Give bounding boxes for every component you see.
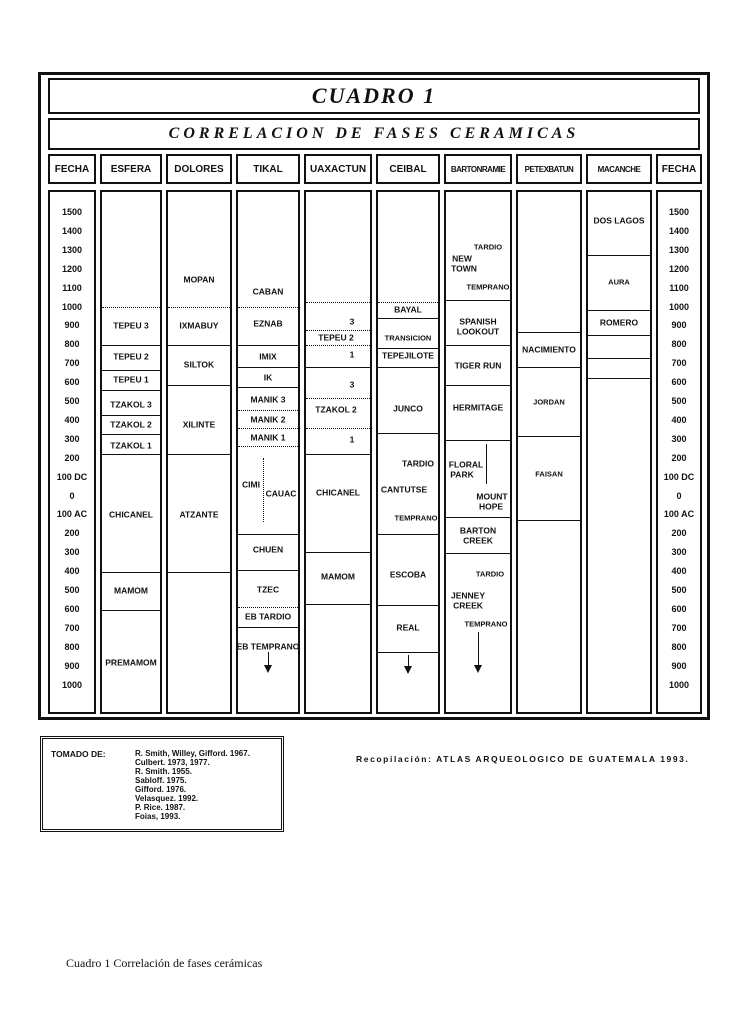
source-list: [135, 749, 250, 821]
phase-divider: [168, 572, 230, 573]
phase-label: DOS LAGOS: [593, 215, 645, 226]
date-label: 500: [64, 396, 80, 406]
phase-divider: [102, 454, 160, 455]
date-label: 500: [64, 585, 80, 595]
column-header-dolores: DOLORES: [166, 154, 232, 184]
phase-divider: [518, 367, 580, 368]
date-label: 0: [69, 490, 75, 501]
phase-divider: [378, 652, 438, 653]
phase-label: MAMOM: [114, 585, 148, 596]
column-header-barton: BARTONRAMIE: [444, 154, 512, 184]
compilation-credit: Recopilación: ATLAS ARQUEOLOGICO DE GUATEMALA 1993.: [356, 754, 690, 764]
phase-label: PARK: [450, 469, 474, 480]
phase-label: TARDIO: [475, 569, 505, 579]
date-label: 0: [676, 490, 682, 501]
column-body-tikal: [236, 190, 300, 714]
phase-divider: [168, 345, 230, 346]
phase-label: TEPEU 1: [113, 374, 149, 385]
date-label: 300: [671, 547, 687, 558]
phase-label: REAL: [396, 622, 420, 633]
phase-divider: [238, 367, 298, 368]
phase-divider: [378, 318, 438, 319]
phase-label: EB TARDIO: [244, 611, 292, 622]
phase-label: IMIX: [259, 351, 277, 362]
phase-divider: [306, 454, 370, 455]
phase-divider: [238, 607, 298, 608]
column-header-esfera: ESFERA: [100, 154, 162, 184]
date-label: 200: [64, 452, 80, 463]
phase-divider: [446, 517, 510, 518]
phase-divider: [238, 345, 298, 346]
date-label: 900: [64, 320, 80, 331]
phase-divider: [238, 387, 298, 388]
date-label: 400: [64, 414, 80, 425]
tikal-divider: [263, 458, 264, 522]
phase-label: LOOKOUT: [456, 326, 500, 337]
date-label: 800: [671, 641, 687, 652]
phase-label: TEMPRANO: [466, 282, 510, 292]
date-label: 1000: [668, 301, 690, 312]
phase-divider: [102, 415, 160, 416]
date-label: 600: [64, 603, 80, 614]
phase-label: NACIMIENTO: [522, 344, 576, 355]
date-label: 1300: [61, 244, 83, 255]
phase-divider: [518, 332, 580, 333]
phase-label: 3: [349, 379, 355, 390]
phase-label: FAISAN: [535, 469, 563, 479]
phase-label: CREEK: [463, 535, 493, 546]
date-label: 600: [671, 377, 687, 388]
column-body-macanche: [586, 190, 652, 714]
date-label: 1100: [669, 282, 689, 293]
date-label: 1000: [61, 679, 83, 690]
phase-divider: [238, 534, 298, 535]
phase-divider: [306, 330, 370, 331]
date-label: 900: [671, 320, 687, 331]
column-header-uaxactun: UAXACTUN: [304, 154, 372, 184]
phase-label: MOUNT: [476, 491, 508, 502]
date-label: 800: [64, 641, 80, 652]
date-label: 700: [671, 622, 687, 633]
date-label: 1000: [668, 679, 690, 690]
source-label: TOMADO DE:: [51, 749, 106, 759]
phase-label: EB TEMPRANO: [236, 641, 300, 652]
source-item: Foias, 1993.: [135, 812, 181, 821]
phase-label: NEW: [452, 253, 472, 264]
phase-label: 1: [349, 434, 355, 445]
phase-divider: [238, 627, 298, 628]
date-label: 300: [64, 433, 80, 444]
phase-label: TZAKOL 2: [110, 419, 152, 430]
phase-label: CANTUTSE: [380, 484, 428, 495]
date-label: 400: [671, 414, 687, 425]
phase-divider: [306, 398, 370, 399]
date-label: 1100: [62, 282, 82, 293]
date-label: 100 DC: [56, 471, 88, 482]
phase-divider: [446, 553, 510, 554]
source-item: Velasquez. 1992.: [135, 794, 199, 803]
table-subtitle: CORRELACION DE FASES CERAMICAS: [48, 118, 700, 150]
phase-label: ROMERO: [599, 317, 639, 328]
phase-label: HOPE: [478, 501, 504, 512]
column-header-fecha-left: FECHA: [48, 154, 96, 184]
date-label: 800: [671, 339, 687, 350]
phase-label: CHUEN: [252, 544, 284, 555]
phase-divider: [102, 370, 160, 371]
phase-label: 3: [349, 316, 355, 327]
phase-label: ESCOBA: [389, 569, 427, 580]
phase-label: TZAKOL 1: [110, 440, 152, 451]
source-item: Culbert. 1973, 1977.: [135, 758, 210, 767]
phase-divider: [102, 434, 160, 435]
phase-divider: [306, 428, 370, 429]
phase-divider: [306, 604, 370, 605]
phase-divider: [378, 348, 438, 349]
date-label: 1000: [61, 301, 83, 312]
phase-label: MAMOM: [321, 571, 355, 582]
phase-label: EZNAB: [253, 318, 283, 329]
phase-divider: [446, 345, 510, 346]
phase-label: FLORAL: [448, 459, 484, 470]
phase-divider: [518, 520, 580, 521]
phase-label: 1: [349, 349, 355, 360]
phase-divider: [588, 335, 650, 336]
phase-label: XILINTE: [182, 419, 216, 430]
phase-label: TOWN: [451, 263, 477, 274]
phase-divider: [168, 454, 230, 455]
phase-label: BARTON: [459, 525, 497, 536]
column-body-dolores: [166, 190, 232, 714]
date-label: 700: [671, 358, 687, 369]
figure-caption: Cuadro 1 Correlación de fases cerámicas: [66, 956, 263, 970]
date-label: 200: [671, 452, 687, 463]
phase-label: TZAKOL 2: [315, 404, 357, 415]
source-item: R. Smith. 1955.: [135, 767, 192, 776]
source-item: R. Smith, Willey, Gifford. 1967.: [135, 749, 250, 758]
phase-label: ATZANTE: [179, 509, 219, 520]
date-label: 700: [64, 622, 80, 633]
date-label: 500: [671, 585, 687, 595]
phase-divider: [588, 358, 650, 359]
phase-divider: [588, 378, 650, 379]
phase-label: IK: [263, 372, 273, 383]
phase-divider: [378, 302, 438, 303]
phase-divider: [518, 436, 580, 437]
phase-divider: [306, 552, 370, 553]
date-label: 900: [671, 660, 687, 671]
phase-divider: [238, 446, 298, 447]
phase-label: PREMAMOM: [105, 657, 157, 668]
phase-label: AURA: [608, 277, 630, 287]
phase-label: JUNCO: [393, 403, 423, 414]
date-label: 1400: [668, 225, 690, 236]
phase-divider: [446, 385, 510, 386]
date-label: 1300: [668, 244, 690, 255]
date-label: 800: [64, 339, 80, 350]
phase-label: CAUAC: [265, 488, 297, 499]
column-body-esfera: [100, 190, 162, 714]
date-label: 700: [64, 358, 80, 369]
phase-divider: [306, 302, 370, 303]
barton-divider: [486, 444, 487, 484]
phase-label: IXMABUY: [179, 320, 219, 331]
column-header-petexbatun: PETEXBATUN: [516, 154, 582, 184]
phase-label: TEPEJILOTE: [382, 350, 434, 361]
page-title: CUADRO 1: [48, 78, 700, 114]
phase-label: BAYAL: [394, 304, 422, 315]
phase-label: TARDIO: [473, 242, 503, 252]
phase-label: MOPAN: [183, 274, 215, 285]
phase-divider: [446, 300, 510, 301]
phase-divider: [378, 534, 438, 535]
phase-label: CREEK: [453, 600, 483, 611]
phase-label: TZEC: [256, 584, 280, 595]
phase-divider: [378, 605, 438, 606]
phase-label: CABAN: [252, 286, 284, 297]
phase-label: TARDIO: [402, 458, 434, 469]
phase-divider: [102, 390, 160, 391]
phase-label: CHICANEL: [316, 487, 360, 498]
column-body-petexbatun: [516, 190, 582, 714]
phase-label: CHICANEL: [109, 509, 153, 520]
phase-divider: [102, 345, 160, 346]
date-label: 1200: [61, 263, 83, 274]
date-label: 300: [64, 547, 80, 558]
phase-divider: [588, 255, 650, 256]
phase-label: TRANSICION: [384, 333, 432, 343]
phase-divider: [588, 310, 650, 311]
phase-divider: [446, 440, 510, 441]
phase-label: TEPEU 3: [113, 320, 149, 331]
date-label: 900: [64, 660, 80, 671]
phase-label: TIGER RUN: [454, 360, 502, 371]
date-label: 1200: [668, 263, 690, 274]
date-label: 1500: [61, 207, 83, 217]
phase-divider: [168, 307, 230, 308]
date-label: 600: [64, 377, 80, 388]
date-label: 200: [671, 528, 687, 539]
column-header-ceibal: CEIBAL: [376, 154, 440, 184]
source-item: Gifford. 1976.: [135, 785, 187, 794]
date-label: 1500: [668, 207, 690, 217]
date-label: 400: [64, 566, 80, 577]
phase-label: TEPEU 2: [113, 351, 149, 362]
phase-divider: [102, 572, 160, 573]
down-arrow-icon: [478, 632, 479, 666]
phase-divider: [378, 433, 438, 434]
source-references-box: [40, 736, 284, 832]
column-header-fecha-right: FECHA: [656, 154, 702, 184]
phase-divider: [238, 570, 298, 571]
phase-divider: [238, 428, 298, 429]
date-label: 400: [671, 566, 687, 577]
phase-divider: [168, 385, 230, 386]
date-label: 200: [64, 528, 80, 539]
phase-label: MANIK 1: [250, 432, 286, 443]
phase-label: CIMI: [242, 479, 260, 490]
phase-divider: [238, 410, 298, 411]
date-label: 100 DC: [663, 471, 695, 482]
phase-label: SPANISH: [459, 316, 497, 327]
date-label: 1400: [61, 225, 83, 236]
phase-label: TEPEU 2: [318, 332, 354, 343]
phase-divider: [238, 307, 298, 308]
phase-label: JENNEY: [450, 590, 486, 601]
date-label: 500: [671, 396, 687, 406]
date-label: 600: [671, 603, 687, 614]
phase-label: TZAKOL 3: [110, 399, 152, 410]
phase-label: MANIK 2: [250, 414, 286, 425]
date-label: 100 AC: [56, 509, 88, 520]
source-item: Sabloff. 1975.: [135, 776, 187, 785]
column-body-ceibal: [376, 190, 440, 714]
column-body-uaxactun: [304, 190, 372, 714]
down-arrow-icon: [408, 655, 409, 667]
column-header-tikal: TIKAL: [236, 154, 300, 184]
phase-label: TEMPRANO: [464, 619, 508, 629]
phase-label: SILTOK: [183, 359, 215, 370]
source-item: P. Rice. 1987.: [135, 803, 186, 812]
phase-divider: [102, 307, 160, 308]
phase-label: HERMITAGE: [452, 402, 504, 413]
down-arrow-icon: [268, 652, 269, 666]
phase-divider: [306, 345, 370, 346]
column-header-macanche: MACANCHE: [586, 154, 652, 184]
phase-label: MANIK 3: [250, 394, 286, 405]
phase-label: TEMPRANO: [394, 513, 438, 523]
phase-label: JORDAN: [533, 397, 565, 407]
phase-divider: [378, 367, 438, 368]
phase-divider: [102, 610, 160, 611]
phase-divider: [306, 367, 370, 368]
date-label: 300: [671, 433, 687, 444]
date-label: 100 AC: [663, 509, 695, 520]
